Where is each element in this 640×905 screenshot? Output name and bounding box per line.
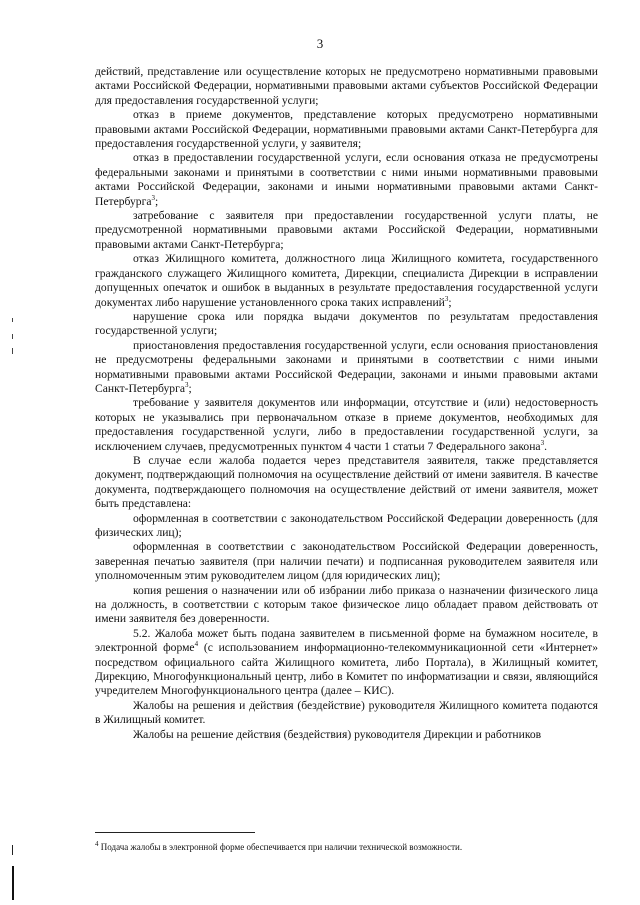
footnote bbox=[95, 842, 598, 853]
footnote-text: Подача жалобы в электронной форме обеспечивается при наличии технической возможности. bbox=[98, 842, 463, 852]
paragraph: отказ Жилищного комитета, должностного лица Жилищного комитета, государственного гражданского служащего Жилищного комитета, Дирекции, специалиста Дирекции в исправлении допущенных опечаток и ошибок в выданных в результате предоставления государственной услуги документах либо нарушение установленного срока таких исправлений$^3$; bbox=[95, 252, 598, 309]
paragraph: требование у заявителя документов или информации, отсутствие и (или) недостоверность которых не указывались при первоначальном отказе в приеме документов, необходимых для предоставления государственной услуги, либо в предоставлении государственной услуги, за исключением случаев, предусмотренных пунктом 4 части 1 статьи 7 Федерального закона$^3$. bbox=[95, 396, 598, 453]
scan-margin-mark bbox=[12, 845, 13, 855]
document-body bbox=[95, 65, 598, 742]
page-number: 3 bbox=[316, 36, 324, 51]
paragraph: Жалобы на решение действия (бездействия) руководителя Дирекции и работников bbox=[133, 727, 542, 741]
scan-margin-mark bbox=[12, 348, 13, 354]
scan-margin-mark bbox=[12, 866, 14, 900]
paragraph: Жалобы на решения и действия (бездействие) руководителя Жилищного комитета подаются в Жилищный комитет. bbox=[95, 698, 598, 727]
paragraph: В случае если жалоба подается через представителя заявителя, также представляется документ, подтверждающий полномочия на осуществление действий от имени заявителя. В качестве документа, подтверждающего полномочия на осуществление действий от имени заявителя, может быть представлена: bbox=[95, 453, 598, 511]
footnote-ref: 3 bbox=[184, 381, 189, 390]
paragraph: приостановления предоставления государственной услуги, если основания приостановления не предусмотрены федеральными законами и принятыми в соответствии с ними иными нормативными правовыми актами Российской Федерации, законами и иными правовыми актами Санкт-Петербурга$^3$; bbox=[95, 338, 598, 395]
footnote-number: 4 bbox=[95, 840, 99, 848]
footnote-ref: 3 bbox=[151, 193, 155, 202]
paragraph: отказ в предоставлении государственной услуги, если основания отказа не предусмотрены федеральными законами и принятыми в соответствии с ними иными нормативными правовыми актами Российской Федерации, законами и иными нормативными правовыми актами Санкт-Петербурга$^3$; bbox=[95, 151, 598, 208]
scan-margin-mark bbox=[12, 334, 13, 339]
paragraph: нарушение срока или порядка выдачи документов по результатам предоставления государственной услуги; bbox=[95, 309, 598, 338]
scan-margin-mark bbox=[12, 318, 13, 322]
paragraph: оформленная в соответствии с законодательством Российской Федерации доверенность, заверенная печатью заявителя (при наличии печати) и подписанная руководителем заявителя или уполномоченным этим руководителем лицом (для юридических лиц); bbox=[95, 540, 598, 583]
paragraph: оформленная в соответствии с законодательством Российской Федерации доверенность (для физических лиц); bbox=[95, 511, 598, 539]
footnote-ref: 3 bbox=[444, 294, 449, 303]
paragraph: 5.2. Жалоба может быть подана заявителем в письменной форме на бумажном носителе, в электронной форме$^4$ (с использованием информационно-телекоммуникационной сети «Интернет» посредством официального сайта Жилищного комитета, либо Портала), в Жилищный комитет, Дирекцию, Многофункциональный центр, либо в Комитет по информатизации и связи, являющийся учредителем Многофункционального центра (далее – КИС). bbox=[95, 626, 599, 698]
footnote-ref: 3 bbox=[540, 438, 545, 447]
paragraph: отказ в приеме документов, представление которых предусмотрено нормативными правовыми актами Российской Федерации, нормативными правовыми актами Санкт-Петербурга для предоставления государственной услуги, у заявителя; bbox=[95, 108, 598, 151]
footnote-divider bbox=[95, 832, 255, 833]
paragraph: действий, представление или осуществление которых не предусмотрено нормативными правовыми актами Российской Федерации, нормативными правовыми актами субъектов Российской Федерации для предоставления государственной услуги; bbox=[95, 65, 598, 107]
paragraph: копия решения о назначении или об избрании либо приказа о назначении физического лица на должность, в соответствии с которым такое физическое лицо обладает правом действовать от имени заявителя без доверенности. bbox=[95, 583, 598, 626]
paragraph: затребование с заявителя при предоставлении государственной услуги платы, не предусмотренной нормативными правовыми актами Российской Федерации, нормативными правовыми актами Санкт-Петербурга; bbox=[95, 209, 598, 251]
footnote-ref: 4 bbox=[194, 640, 199, 649]
